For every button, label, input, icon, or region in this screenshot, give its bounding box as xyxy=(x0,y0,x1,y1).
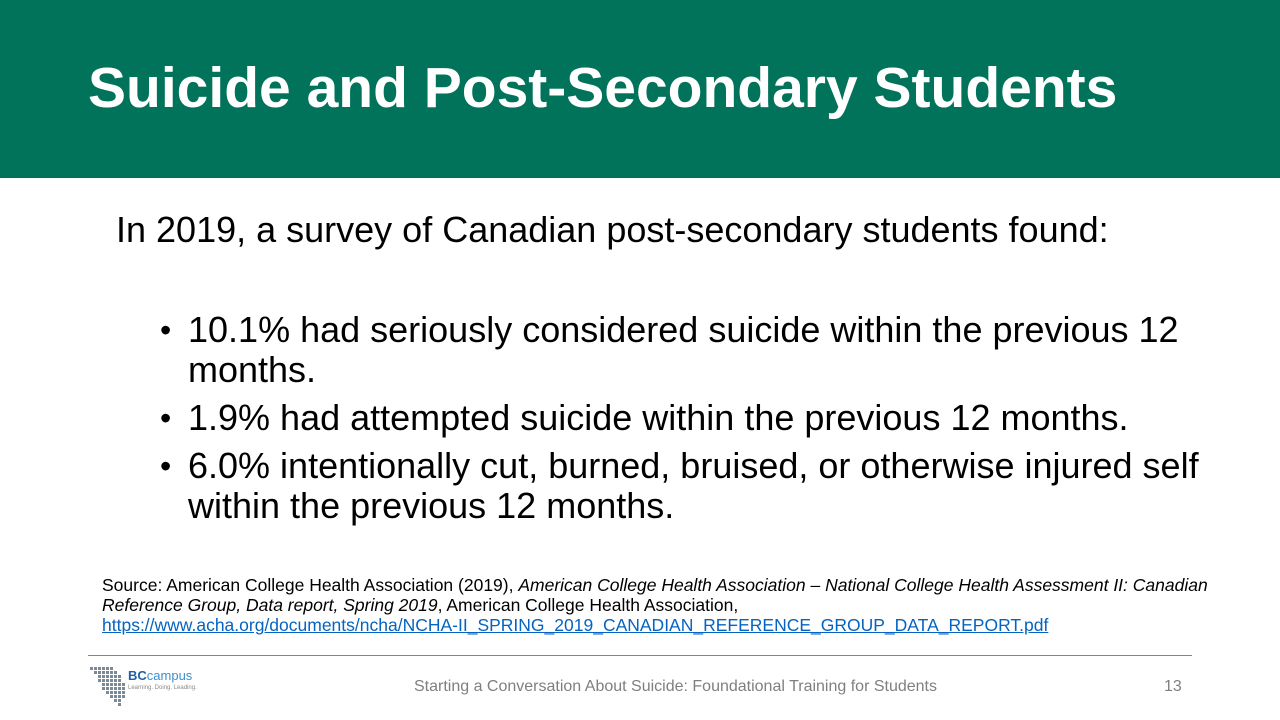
bullet-dot: • xyxy=(160,312,172,348)
footer-course-title: Starting a Conversation About Suicide: Foundational Training for Students xyxy=(414,678,937,695)
logo-tagline: Learning. Doing. Leading. xyxy=(128,685,197,691)
logo-bc: BC xyxy=(128,668,147,683)
source-citation xyxy=(102,575,1222,635)
logo-wordmark xyxy=(128,668,192,683)
bullet-item xyxy=(160,398,1200,438)
page-number: 13 xyxy=(1164,678,1182,695)
bullet-text: 6.0% intentionally cut, burned, bruised, or otherwise injured self within the previous 12 months. xyxy=(188,445,1199,526)
bullet-text: 1.9% had attempted suicide within the previous 12 months. xyxy=(188,397,1129,438)
bullet-item xyxy=(160,446,1200,526)
footer-divider xyxy=(88,655,1192,656)
source-prefix: Source: American College Health Association (2019), xyxy=(102,575,519,595)
bullet-text: 10.1% had seriously considered suicide within the previous 12 months. xyxy=(188,309,1179,390)
source-link[interactable]: https://www.acha.org/documents/ncha/NCHA-II_SPRING_2019_CANADIAN_REFERENCE_GROUP_DATA_REPORT.pdf xyxy=(102,615,1049,635)
intro-text: In 2019, a survey of Canadian post-secondary students found: xyxy=(116,209,1109,250)
logo-campus: campus xyxy=(146,668,193,683)
bullet-dot: • xyxy=(160,400,172,436)
bullet-item xyxy=(160,310,1200,390)
title-banner xyxy=(0,0,1280,178)
bullet-list xyxy=(160,310,1200,534)
source-title: American College Health Association – National College Health Assessment II: Canadian Reference Group, Data report, Spring 2019 xyxy=(102,575,1208,615)
bullet-dot: • xyxy=(160,448,172,484)
source-suffix: , American College Health Association, xyxy=(437,595,739,615)
bc-map-icon xyxy=(88,665,128,707)
slide-title: Suicide and Post-Secondary Students xyxy=(88,56,1118,120)
bccampus-logo xyxy=(88,665,208,707)
